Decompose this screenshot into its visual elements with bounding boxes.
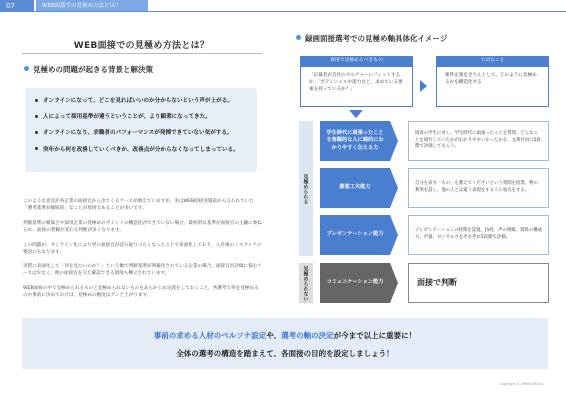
chevron-right-icon — [390, 168, 398, 208]
section-heading-background — [24, 64, 153, 75]
chevron-right-icon — [390, 263, 398, 303]
body-paragraph: WEB面接の中で見極められるものと見極められないものをあらかじめ定義をしておくこと、各選考で何を見極めるのか事前に決めておけば、見極めの精度はグンと上がります。 — [23, 286, 259, 299]
section-heading-text: 見極めの問題が起きる背景と解決策 — [33, 65, 153, 74]
bullet-circle-icon — [296, 35, 301, 40]
skill-description: プレゼンテーションの時間を設置。持続、声の明確、資料の構成力、声量、ロジカルさをそれぞれ5段階で評価。 — [408, 215, 549, 255]
body-paragraph: 実際に表面化して「何を見たいのか？」という軸で判断基準が明確化されている企業の場合、面接官が評価に悩むケースは少なく、他の面接官を交え確認できる環境も構立されています。 — [23, 264, 262, 277]
body-paragraph: このような意見が各企業の面接官から出てくるケースが増えていますが、実はWEB面接実施前から言われていた「選考基準が曖昧的」なことが原因であることが多いです。 — [23, 199, 254, 212]
body-paragraph: 判断基準の曖昧さや採用企業の見極めのポイントの構造化ができていない場合、最終的な基準が面接官の主観に委ねられ、面接の質観が変わる判断が多くなります。 — [23, 221, 262, 234]
illustration-heading-text: 録画面接選考での見極め軸具体化イメージ — [305, 34, 448, 43]
side-label-not-assessable: 見極められない — [299, 263, 313, 303]
skill-label: コミュニケーション能力 — [320, 263, 390, 303]
bullet-dot-icon — [35, 99, 38, 102]
summary-line-1: 事前の求める人材のペルソナ設定や、選考の軸の決定が今まで以上に重要に！ — [153, 331, 417, 340]
skill-label: 創意工夫能力 — [320, 168, 390, 208]
illustration-heading — [296, 33, 447, 44]
summary-line-2: 全体の選考の構造を踏まえて、各面接の目的を設定しましょう！ — [176, 349, 394, 358]
skill-description: 自分を表す「もの」を教えてくださいという質問を投票。物の利用を話し、他の人とは違う表現をする人に加点をする。 — [408, 168, 549, 208]
bullet-dot-icon — [35, 131, 38, 134]
issue-bullet-item: 突年から何を改善していくべきか、改善点が分からなくなってしまっている。 — [35, 145, 247, 153]
header-title: WEB面接での見極め方法とは？ — [36, 0, 148, 12]
chevron-right-icon — [390, 215, 398, 255]
bullet-circle-icon — [24, 66, 29, 71]
key-point-box-header: 大切なこと — [436, 56, 549, 66]
right-arrow-icon — [420, 80, 427, 92]
title-divider — [22, 53, 262, 54]
chevron-right-icon — [390, 121, 398, 161]
down-arrow-icon — [349, 110, 363, 118]
body-paragraph: この問題が、オンライン化により更に面接官が読み取りづらくなったことで表面化しており、入社後のミスマッチの要因にもなります。 — [23, 243, 262, 256]
bullet-dot-icon — [35, 115, 38, 118]
copyright-text: Copyright © ZENKIGEN Inc. — [499, 382, 544, 386]
skill-description: 面接で判断 — [408, 263, 549, 303]
criteria-box-header: 採用で見極めるべきもの — [300, 56, 413, 66]
skill-label: プレゼンテーション能力 — [320, 215, 390, 255]
issue-bullet-item: オンラインになって、どこを見ればいいのか分からないという声が上がる。 — [35, 96, 247, 104]
key-point-box-body: 要件定義をきちんとして、どのように見極めるかを構造化する — [436, 66, 549, 107]
issue-bullet-box — [25, 88, 257, 172]
side-label-assessable: 見極められる — [299, 121, 313, 256]
skill-label: 学生時代に頑張ったことを客観的な人に端的にわかりやすく伝える力 — [320, 121, 390, 161]
page-number: 07 — [0, 0, 34, 12]
page-title: WEB面接での見極め方法とは？ — [73, 41, 210, 51]
issue-bullet-item: オンラインになり、求職者のパフォーマンスが発揮できていない気がする。 — [35, 128, 247, 136]
bullet-dot-icon — [35, 147, 38, 150]
skill-description: 接客の学生に対し、学生時代に頑張ったことを質問。どんなことを研究していたかがわかりやすいかったかを、文系社員に5段階で評価してもらう。 — [408, 121, 549, 161]
summary-callout — [22, 318, 548, 369]
criteria-box-body: 「応募者が自社のカルチャーにフィットするか」「ポテンシャルや能力など、求めている要素を持っているか？」 — [300, 66, 413, 107]
header-rule — [0, 11, 566, 12]
issue-bullet-item: 人によって採用基準が違うということが、より顕著になってきた。 — [35, 112, 247, 120]
